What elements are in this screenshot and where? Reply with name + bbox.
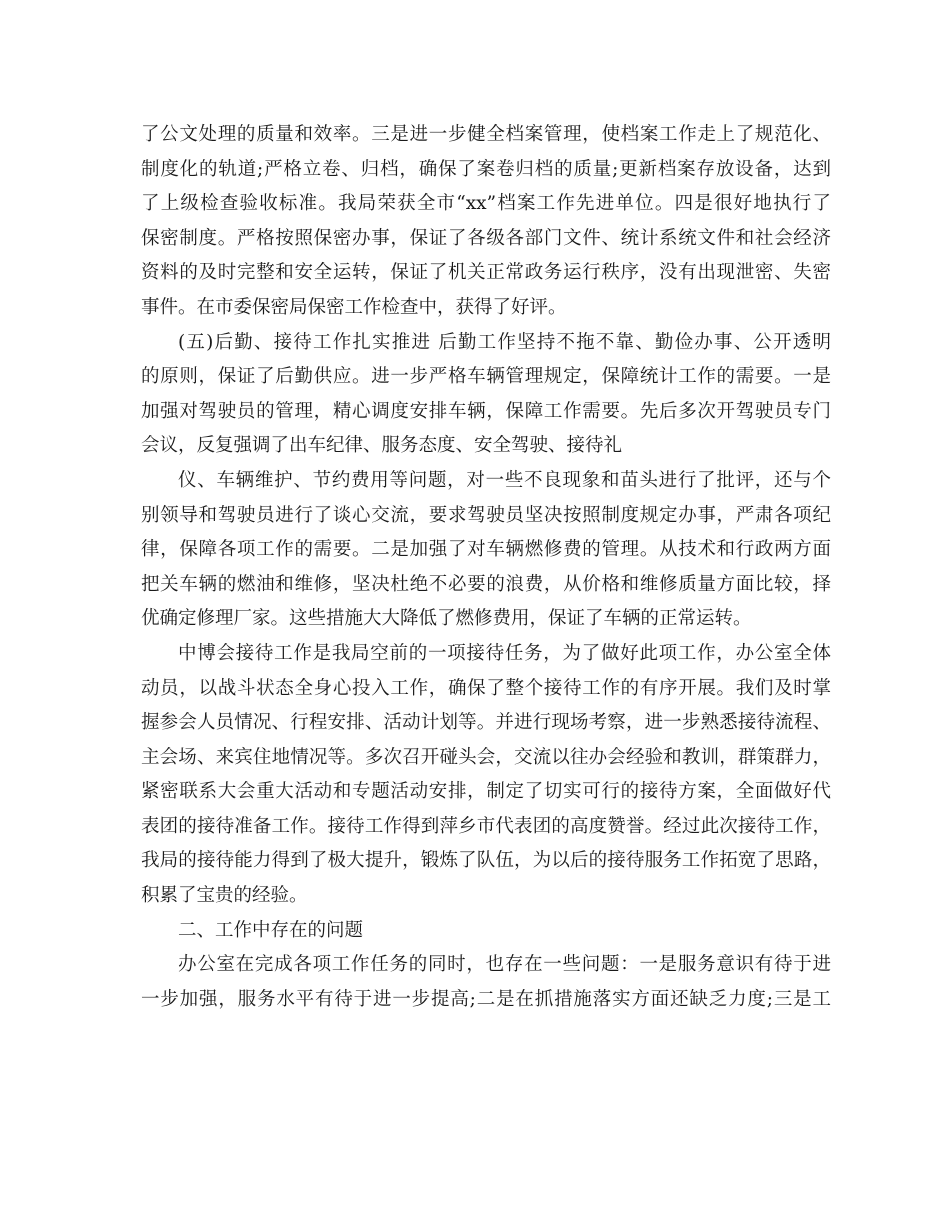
text-line: 一步加强，服务水平有待于进一步提高;二是在抓措施落实方面还缺乏力度;三是工 bbox=[141, 988, 831, 1010]
document-body-text bbox=[141, 118, 831, 1017]
text-line: 律，保障各项工作的需要。二是加强了对车辆燃修费的管理。从技术和行政两方面 bbox=[141, 539, 831, 561]
text-line: 会议，反复强调了出车纪律、服务态度、安全驾驶、接待礼 bbox=[141, 435, 623, 457]
text-line: 别领导和驾驶员进行了谈心交流，要求驾驶员坚决按照制度规定办事，严肃各项纪 bbox=[141, 504, 831, 526]
text-line: 主会场、来宾住地情况等。多次召开碰头会，交流以往办会经验和教训，群策群力， bbox=[141, 746, 831, 768]
text-line: 办公室在完成各项工作任务的同时，也存在一些问题：一是服务意识有待于进 bbox=[178, 954, 831, 976]
text-line: 保密制度。严格按照保密办事，保证了各级各部门文件、统计系统文件和社会经济 bbox=[141, 227, 831, 249]
text-line: 我局的接待能力得到了极大提升，锻炼了队伍，为以后的接待服务工作拓宽了思路， bbox=[141, 850, 831, 872]
text-line: 表团的接待准备工作。接待工作得到萍乡市代表团的高度赞誉。经过此次接待工作， bbox=[141, 815, 831, 837]
text-line: 资料的及时完整和安全运转，保证了机关正常政务运行秩序，没有出现泄密、失密 bbox=[141, 262, 831, 284]
text-line: 加强对驾驶员的管理，精心调度安排车辆，保障工作需要。先后多次开驾驶员专门 bbox=[141, 400, 831, 422]
text-line: 握参会人员情况、行程安排、活动计划等。并进行现场考察，进一步熟悉接待流程、 bbox=[141, 712, 831, 734]
text-line: 仪、车辆维护、节约费用等问题，对一些不良现象和苗头进行了批评，还与个 bbox=[178, 469, 831, 491]
text-line: 二、工作中存在的问题 bbox=[178, 919, 364, 941]
text-line: 事件。在市委保密局保密工作检查中，获得了好评。 bbox=[141, 296, 567, 318]
text-line: 动员，以战斗状态全身心投入工作，确保了整个接待工作的有序开展。我们及时掌 bbox=[141, 677, 831, 699]
text-line: 把关车辆的燃油和维修，坚决杜绝不必要的浪费，从价格和维修质量方面比较，择 bbox=[141, 573, 831, 595]
text-line: 中博会接待工作是我局空前的一项接待任务，为了做好此项工作，办公室全体 bbox=[178, 642, 831, 664]
text-line: 优确定修理厂家。这些措施大大降低了燃修费用，保证了车辆的正常运转。 bbox=[141, 608, 752, 630]
text-line: 了公文处理的质量和效率。三是进一步健全档案管理，使档案工作走上了规范化、 bbox=[141, 124, 831, 145]
text-line: 紧密联系大会重大活动和专题活动安排，制定了切实可行的接待方案，全面做好代 bbox=[141, 781, 831, 803]
text-line: 的原则，保证了后勤供应。进一步严格车辆管理规定，保障统计工作的需要。一是 bbox=[141, 366, 831, 388]
text-line: 了上级检查验收标准。我局荣获全市“xx”档案工作先进单位。四是很好地执行了 bbox=[141, 193, 831, 215]
text-line: 制度化的轨道;严格立卷、归档，确保了案卷归档的质量;更新档案存放设备，达到 bbox=[141, 158, 831, 180]
text-line: 积累了宝贵的经验。 bbox=[141, 885, 308, 907]
text-line: (五)后勤、接待工作扎实推进 后勤工作坚持不拖不靠、勤俭办事、公开透明 bbox=[178, 331, 831, 353]
